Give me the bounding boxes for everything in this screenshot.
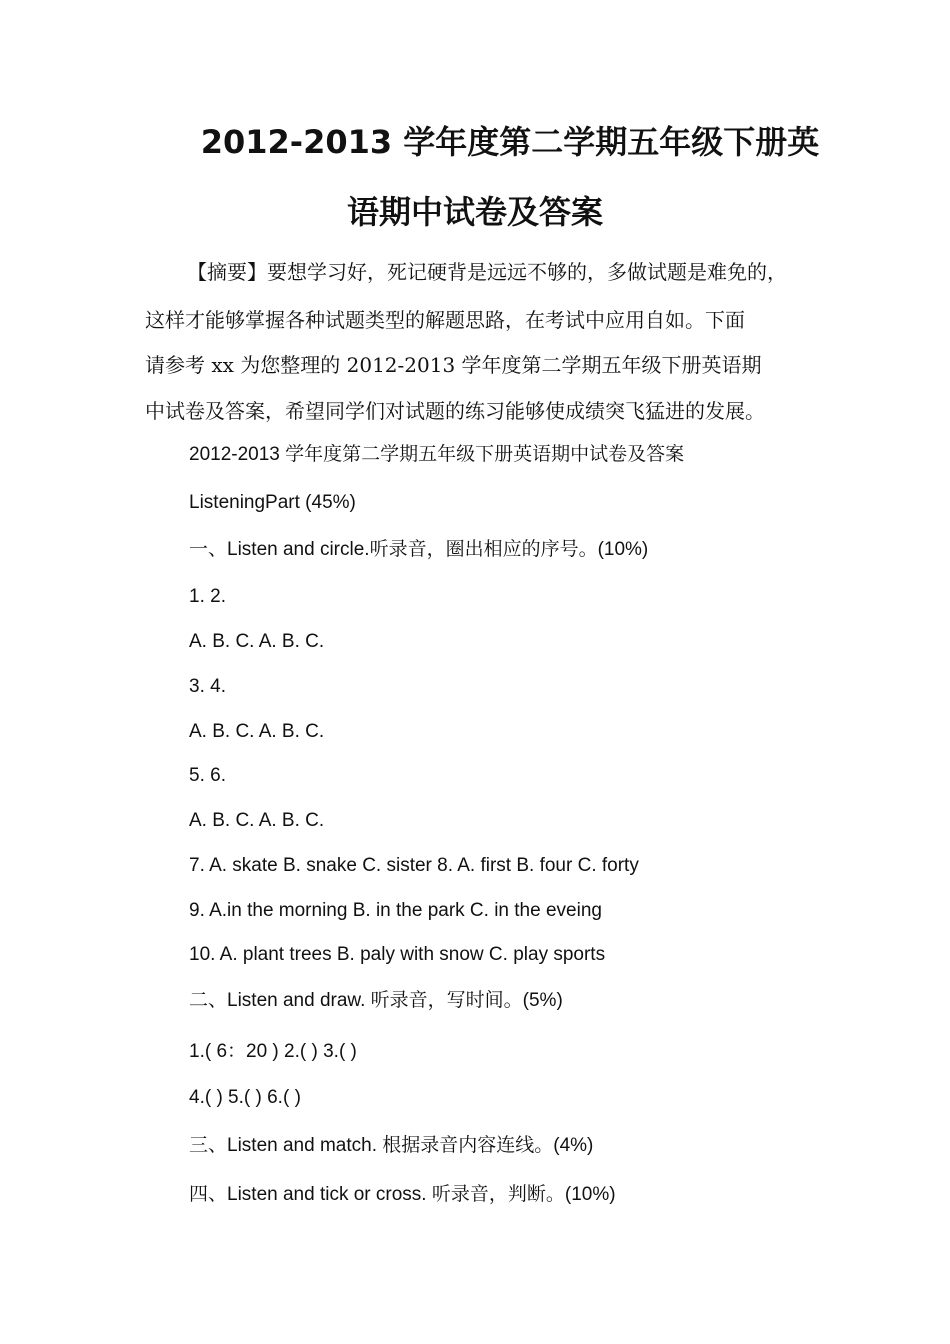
body-line-listening-part: ListeningPart (45%)	[189, 492, 356, 513]
options-line: A. B. C. A. B. C.	[189, 810, 325, 831]
question-line: 1. 2.	[189, 586, 226, 607]
abstract-line-2: 这样才能够掌握各种试题类型的解题思路，在考试中应用自如。下面	[145, 308, 745, 332]
abstract-line-4: 中试卷及答案，希望同学们对试题的练习能够使成绩突飞猛进的发展。	[145, 399, 765, 423]
options-line: A. B. C. A. B. C.	[189, 721, 325, 742]
answer-line: 1.( 6：20 ) 2.( ) 3.( )	[189, 1041, 357, 1062]
abstract-line-3: 请参考 xx 为您整理的 2012-2013 学年度第二学期五年级下册英语期	[145, 353, 762, 377]
document-title-line-2: 语期中试卷及答案	[346, 193, 603, 231]
section-1-heading: 一、Listen and circle.听录音，圈出相应的序号。(10%)	[189, 539, 649, 560]
abstract-line-1: 【摘要】要想学习好，死记硬背是远远不够的，多做试题是难免的，	[187, 260, 787, 284]
question-line: 5. 6.	[189, 765, 226, 786]
question-line: 7. A. skate B. snake C. sister 8. A. first B. four C. forty	[189, 855, 639, 876]
section-2-heading: 二、Listen and draw. 听录音，写时间。(5%)	[189, 990, 563, 1011]
question-line: 10. A. plant trees B. paly with snow C. play sports	[189, 944, 606, 965]
question-line: 3. 4.	[189, 676, 226, 697]
document-title-line-1: 2012-2013 学年度第二学期五年级下册英	[200, 123, 820, 161]
question-line: 9. A.in the morning B. in the park C. in the eveing	[189, 900, 602, 921]
section-4-heading: 四、Listen and tick or cross. 听录音，判断。(10%)	[189, 1184, 616, 1205]
options-line: A. B. C. A. B. C.	[189, 631, 325, 652]
section-3-heading: 三、Listen and match. 根据录音内容连线。(4%)	[189, 1135, 594, 1156]
body-line-heading: 2012-2013 学年度第二学期五年级下册英语期中试卷及答案	[189, 444, 685, 465]
answer-line: 4.( ) 5.( ) 6.( )	[189, 1087, 301, 1108]
